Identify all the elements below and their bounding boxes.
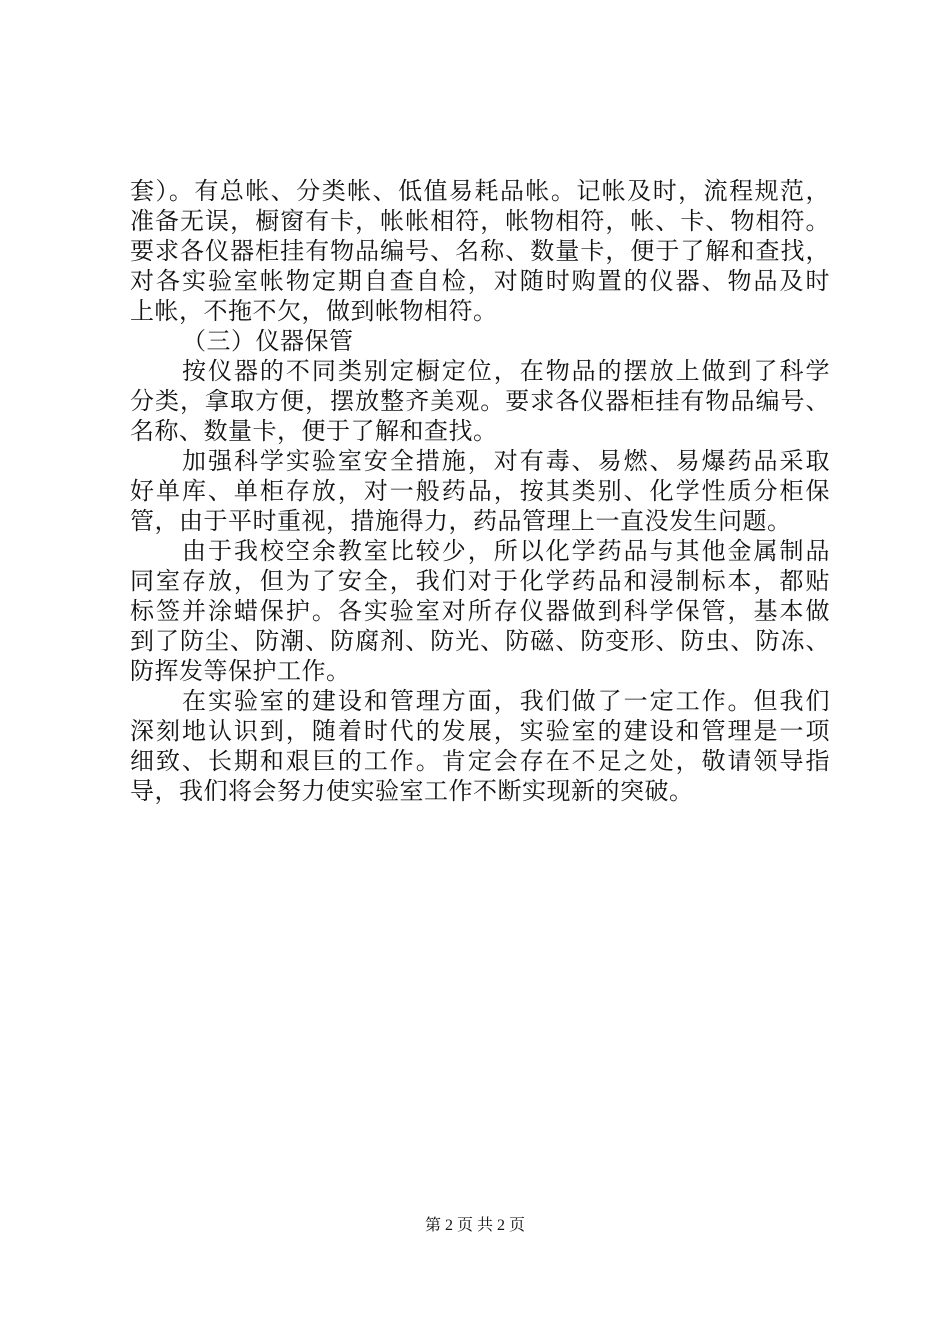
document-body [130,176,830,806]
text-line: 深刻地认识到，随着时代的发展，实验室的建设和管理是一项 [130,717,830,745]
text-line: 加强科学实验室安全措施，对有毒、易燃、易爆药品采取 [182,447,830,475]
paragraph-instrument-placement [130,356,830,446]
text-line: 到了防尘、防潮、防腐剂、防光、防磁、防变形、防虫、防冻、 [130,627,830,655]
heading-text: （三）仪器保管 [182,327,354,355]
text-line: 由于我校空余教室比较少，所以化学药品与其他金属制品 [182,537,830,565]
text-line: 好单库、单柜存放，对一般药品，按其类别、化学性质分柜保 [130,477,830,505]
text-line: 标签并涂蜡保护。各实验室对所存仪器做到科学保管，基本做 [130,597,830,625]
page-number-label: 第 2 页 共 2 页 [424,1217,525,1234]
paragraph-continuation [130,176,830,326]
text-line: 管，由于平时重视，措施得力，药品管理上一直没发生问题。 [130,507,792,535]
text-line: 导，我们将会努力使实验室工作不断实现新的突破。 [130,777,694,805]
text-line: 同室存放，但为了安全，我们对于化学药品和浸制标本，都贴 [130,567,830,595]
text-line: 名称、数量卡，便于了解和查找。 [130,417,498,445]
text-line: 在实验室的建设和管理方面，我们做了一定工作。但我们 [182,687,830,715]
paragraph-storage-protection [130,536,830,686]
text-line: 准备无误，橱窗有卡，帐帐相符，帐物相符，帐、卡、物相符。 [130,207,830,235]
text-line: 分类，拿取方便，摆放整齐美观。要求各仪器柜挂有物品编号、 [130,387,830,415]
text-line: 套）。有总帐、分类帐、低值易耗品帐。记帐及时，流程规范， [130,177,830,205]
text-line: 防挥发等保护工作。 [130,657,351,685]
text-line: 对各实验室帐物定期自查自检，对随时购置的仪器、物品及时 [130,267,830,295]
text-line: 上帐，不拖不欠，做到帐物相符。 [130,297,498,325]
paragraph-conclusion [130,686,830,806]
page-footer [0,1216,950,1236]
section-heading [130,326,830,356]
text-line: 按仪器的不同类别定橱定位，在物品的摆放上做到了科学 [182,357,830,385]
paragraph-safety-measures [130,446,830,536]
text-line: 要求各仪器柜挂有物品编号、名称、数量卡，便于了解和查找， [130,237,830,265]
text-line: 细致、长期和艰巨的工作。肯定会存在不足之处，敬请领导指 [130,747,830,775]
